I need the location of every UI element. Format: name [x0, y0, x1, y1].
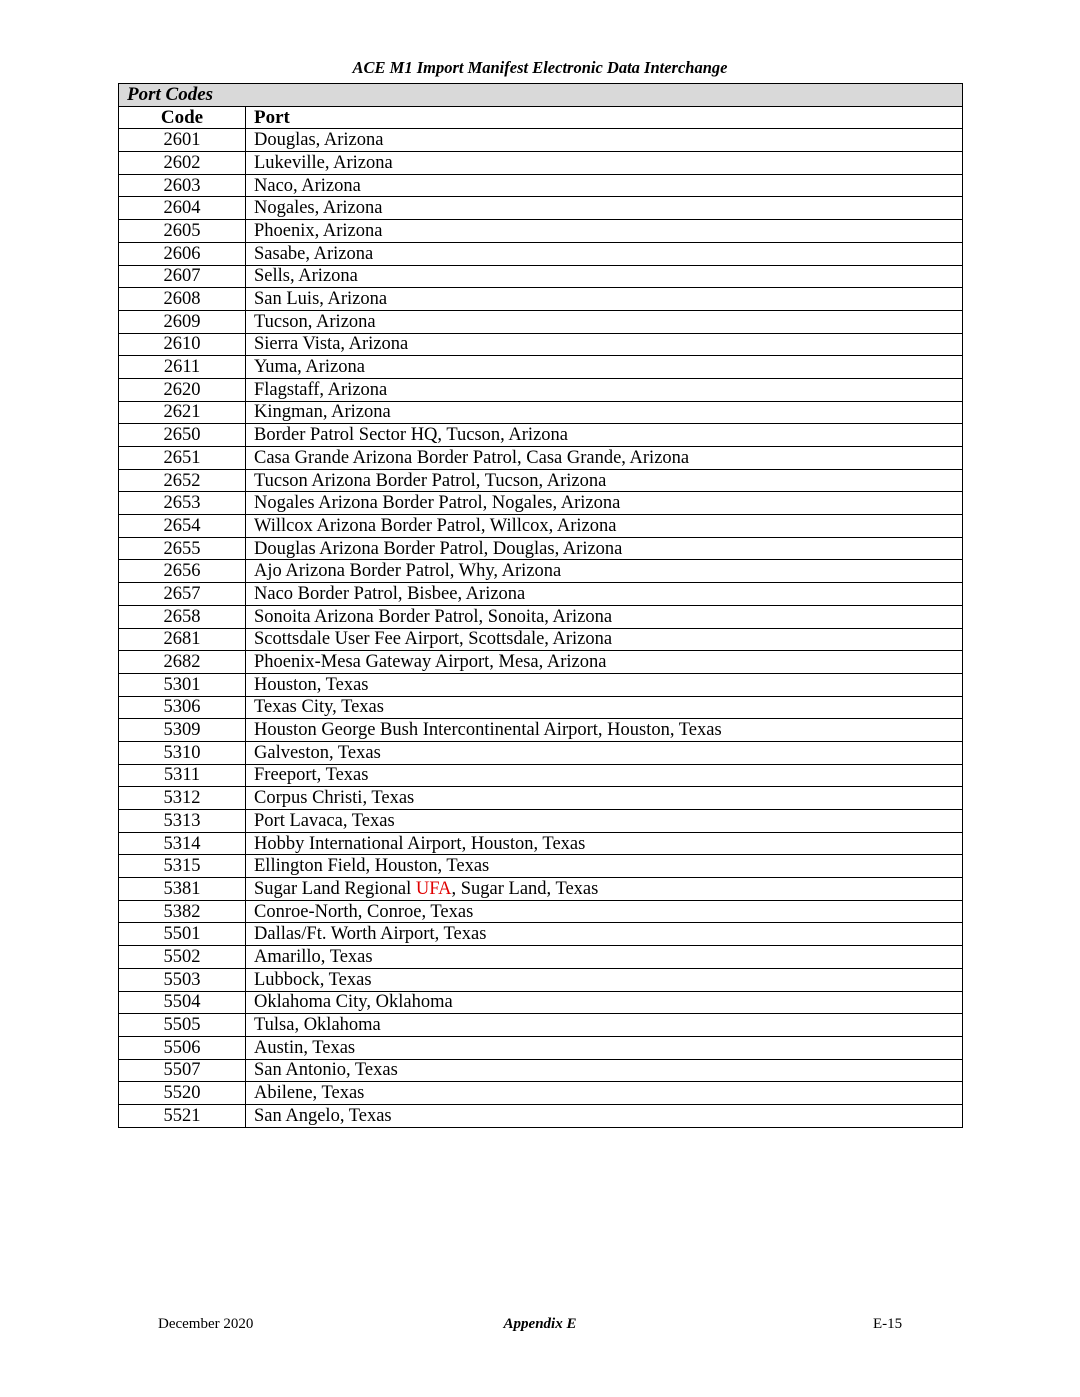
table-row — [119, 1014, 963, 1037]
port-name-cell: Galveston, Texas — [246, 741, 963, 764]
port-name-cell: Austin, Texas — [246, 1036, 963, 1059]
port-name-cell: Corpus Christi, Texas — [246, 787, 963, 810]
port-name-cell: Houston George Bush Intercontinental Airport, Houston, Texas — [246, 719, 963, 742]
port-name-cell: Ellington Field, Houston, Texas — [246, 855, 963, 878]
table-row — [119, 515, 963, 538]
table-row — [119, 356, 963, 379]
port-code-cell: 2651 — [119, 447, 246, 470]
table-row — [119, 152, 963, 175]
table-row — [119, 265, 963, 288]
port-name-cell: Flagstaff, Arizona — [246, 378, 963, 401]
port-code-cell: 2658 — [119, 605, 246, 628]
port-name-cell: Sonoita Arizona Border Patrol, Sonoita, Arizona — [246, 605, 963, 628]
port-code-cell: 5312 — [119, 787, 246, 810]
table-row — [119, 560, 963, 583]
port-code-cell: 2655 — [119, 537, 246, 560]
port-code-cell: 2620 — [119, 378, 246, 401]
port-name-cell: Naco Border Patrol, Bisbee, Arizona — [246, 583, 963, 606]
table-row — [119, 900, 963, 923]
port-code-cell: 5381 — [119, 878, 246, 901]
port-code-cell: 5506 — [119, 1036, 246, 1059]
port-code-cell: 2604 — [119, 197, 246, 220]
port-name-cell: Douglas, Arizona — [246, 129, 963, 152]
table-row — [119, 401, 963, 424]
table-row — [119, 855, 963, 878]
port-name-cell: Nogales, Arizona — [246, 197, 963, 220]
port-codes-table — [118, 83, 963, 1128]
port-code-cell: 5313 — [119, 810, 246, 833]
port-code-cell: 5315 — [119, 855, 246, 878]
port-code-cell: 2603 — [119, 174, 246, 197]
table-title-row — [119, 84, 963, 107]
port-code-cell: 5306 — [119, 696, 246, 719]
port-name-cell: San Luis, Arizona — [246, 288, 963, 311]
port-code-cell: 5504 — [119, 991, 246, 1014]
port-name-text: Sugar Land Regional — [254, 878, 416, 899]
table-row — [119, 810, 963, 833]
port-code-cell: 2607 — [119, 265, 246, 288]
port-name-cell: San Antonio, Texas — [246, 1059, 963, 1082]
port-name-cell: Tucson, Arizona — [246, 310, 963, 333]
port-name-cell: Scottsdale User Fee Airport, Scottsdale, Arizona — [246, 628, 963, 651]
table-row — [119, 129, 963, 152]
port-name-cell: Phoenix-Mesa Gateway Airport, Mesa, Arizona — [246, 651, 963, 674]
table-row — [119, 832, 963, 855]
port-code-cell: 2654 — [119, 515, 246, 538]
port-name-cell: Nogales Arizona Border Patrol, Nogales, Arizona — [246, 492, 963, 515]
table-row — [119, 628, 963, 651]
port-code-cell: 5502 — [119, 946, 246, 969]
port-name-cell: Lukeville, Arizona — [246, 152, 963, 175]
port-name-cell: Sasabe, Arizona — [246, 242, 963, 265]
table-row — [119, 673, 963, 696]
port-name-cell: Naco, Arizona — [246, 174, 963, 197]
port-code-cell: 2652 — [119, 469, 246, 492]
table-body — [119, 129, 963, 1127]
port-code-cell: 2606 — [119, 242, 246, 265]
port-name-cell: Abilene, Texas — [246, 1082, 963, 1105]
port-name-cell: Sierra Vista, Arizona — [246, 333, 963, 356]
port-code-cell: 2602 — [119, 152, 246, 175]
table-row — [119, 605, 963, 628]
table-row — [119, 696, 963, 719]
port-name-cell: Douglas Arizona Border Patrol, Douglas, Arizona — [246, 537, 963, 560]
port-name-cell: San Angelo, Texas — [246, 1104, 963, 1127]
port-code-cell: 2610 — [119, 333, 246, 356]
port-name-cell: Texas City, Texas — [246, 696, 963, 719]
port-code-cell: 2608 — [119, 288, 246, 311]
table-row — [119, 787, 963, 810]
port-code-cell: 2609 — [119, 310, 246, 333]
table-row — [119, 1104, 963, 1127]
table-row — [119, 968, 963, 991]
port-code-cell: 2601 — [119, 129, 246, 152]
table-row — [119, 583, 963, 606]
table-row — [119, 333, 963, 356]
footer-section: Appendix E — [503, 1316, 577, 1332]
table-row — [119, 288, 963, 311]
column-header-row — [119, 106, 963, 129]
document-header-title: ACE M1 Import Manifest Electronic Data Interchange — [352, 58, 728, 77]
port-name-cell: Port Lavaca, Texas — [246, 810, 963, 833]
port-code-cell: 5521 — [119, 1104, 246, 1127]
table-row — [119, 378, 963, 401]
port-code-cell: 5501 — [119, 923, 246, 946]
table-row — [119, 946, 963, 969]
port-name-cell: Phoenix, Arizona — [246, 220, 963, 243]
port-code-cell: 5520 — [119, 1082, 246, 1105]
port-name-cell: Tulsa, Oklahoma — [246, 1014, 963, 1037]
port-code-cell: 2621 — [119, 401, 246, 424]
port-code-cell: 5382 — [119, 900, 246, 923]
port-name-cell: Hobby International Airport, Houston, Texas — [246, 832, 963, 855]
column-header-code: Code — [119, 106, 246, 129]
table-row — [119, 764, 963, 787]
port-code-cell: 2611 — [119, 356, 246, 379]
column-header-port: Port — [246, 106, 963, 129]
port-code-cell: 5309 — [119, 719, 246, 742]
table-row — [119, 1059, 963, 1082]
table-row — [119, 1082, 963, 1105]
port-code-cell: 2657 — [119, 583, 246, 606]
table-row — [119, 220, 963, 243]
table-row — [119, 174, 963, 197]
port-name-cell — [246, 878, 963, 901]
table-row — [119, 447, 963, 470]
port-name-cell: Dallas/Ft. Worth Airport, Texas — [246, 923, 963, 946]
port-code-cell: 5301 — [119, 673, 246, 696]
table-row — [119, 242, 963, 265]
table-row — [119, 1036, 963, 1059]
port-code-cell: 5503 — [119, 968, 246, 991]
table-row — [119, 537, 963, 560]
port-name-cell: Oklahoma City, Oklahoma — [246, 991, 963, 1014]
port-code-cell: 2650 — [119, 424, 246, 447]
port-code-cell: 2653 — [119, 492, 246, 515]
port-code-cell: 2682 — [119, 651, 246, 674]
port-name-cell: Houston, Texas — [246, 673, 963, 696]
port-code-cell: 5314 — [119, 832, 246, 855]
port-code-cell: 5505 — [119, 1014, 246, 1037]
port-name-cell: Casa Grande Arizona Border Patrol, Casa Grande, Arizona — [246, 447, 963, 470]
port-name-cell: Kingman, Arizona — [246, 401, 963, 424]
table-row — [119, 923, 963, 946]
port-name-cell: Willcox Arizona Border Patrol, Willcox, Arizona — [246, 515, 963, 538]
table-title: Port Codes — [119, 84, 963, 107]
table-row — [119, 492, 963, 515]
table-row — [119, 469, 963, 492]
port-name-cell: Amarillo, Texas — [246, 946, 963, 969]
table-row — [119, 719, 963, 742]
port-name-cell: Sells, Arizona — [246, 265, 963, 288]
table-row — [119, 197, 963, 220]
port-name-cell: Lubbock, Texas — [246, 968, 963, 991]
port-name-cell: Yuma, Arizona — [246, 356, 963, 379]
port-name-cell: Conroe-North, Conroe, Texas — [246, 900, 963, 923]
port-code-cell: 5310 — [119, 741, 246, 764]
port-name-cell: Tucson Arizona Border Patrol, Tucson, Arizona — [246, 469, 963, 492]
table-row — [119, 878, 963, 901]
footer-date: December 2020 — [158, 1316, 254, 1332]
port-code-cell: 2605 — [119, 220, 246, 243]
table-row — [119, 741, 963, 764]
port-name-cell: Border Patrol Sector HQ, Tucson, Arizona — [246, 424, 963, 447]
table-row — [119, 991, 963, 1014]
port-code-cell: 2681 — [119, 628, 246, 651]
port-code-cell: 5311 — [119, 764, 246, 787]
highlighted-text: UFA — [415, 878, 452, 899]
port-name-cell: Freeport, Texas — [246, 764, 963, 787]
table-row — [119, 651, 963, 674]
table-row — [119, 424, 963, 447]
table-row — [119, 310, 963, 333]
port-code-cell: 2656 — [119, 560, 246, 583]
port-name-cell: Ajo Arizona Border Patrol, Why, Arizona — [246, 560, 963, 583]
footer-page-number: E-15 — [873, 1316, 903, 1332]
port-code-cell: 5507 — [119, 1059, 246, 1082]
port-name-text: , Sugar Land, Texas — [451, 878, 599, 899]
